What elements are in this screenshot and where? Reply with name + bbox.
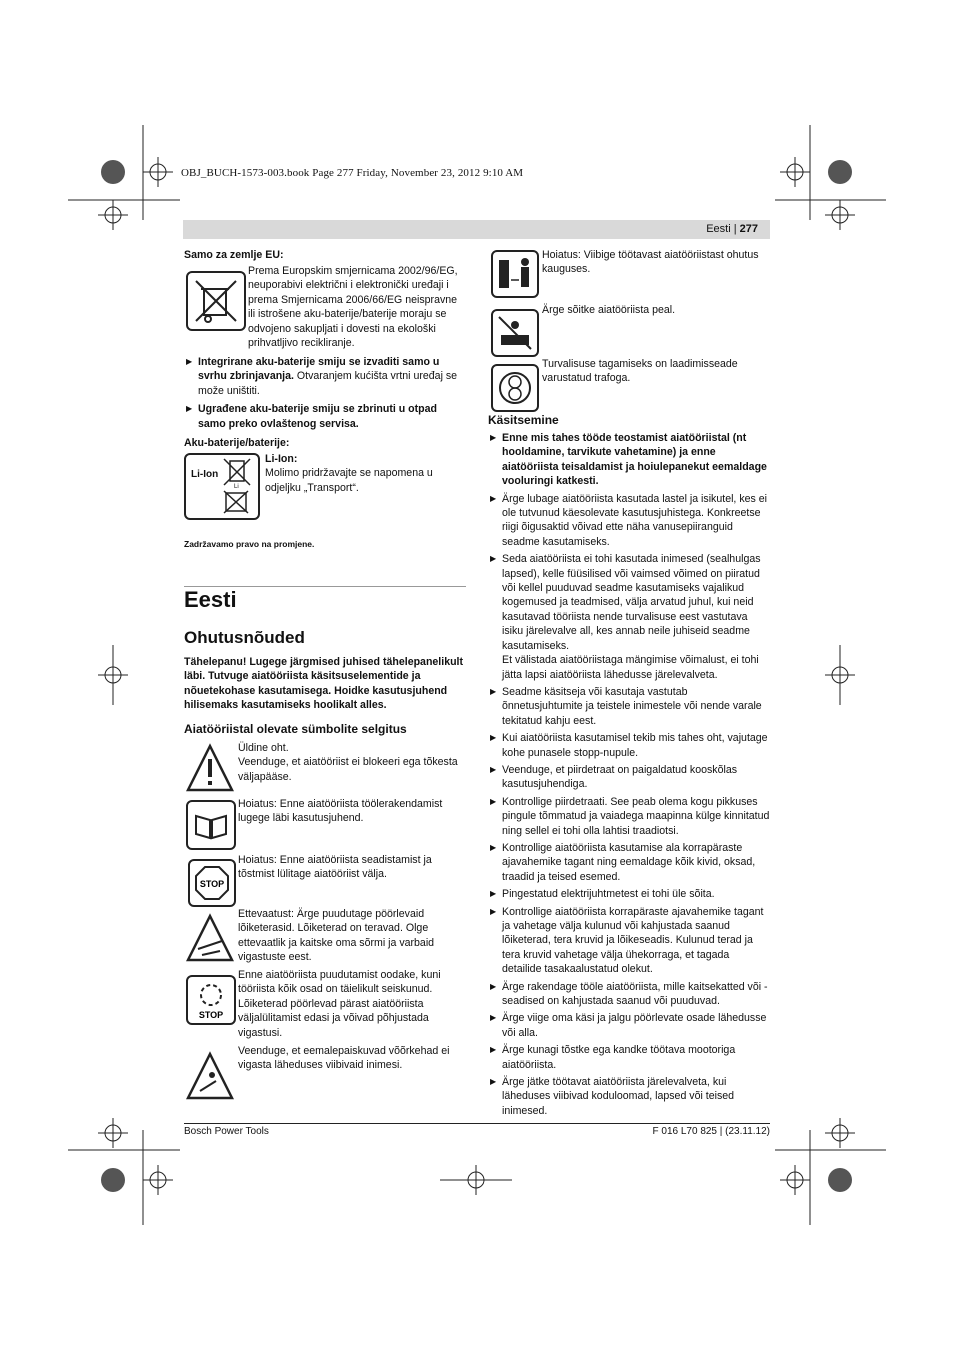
symbol-text: Ärge sõitke aiatööriista peal. bbox=[542, 304, 676, 316]
svg-text:STOP: STOP bbox=[199, 879, 225, 889]
eu-title: Samo za zemlje EU: bbox=[184, 249, 284, 261]
warning-triangle-icon bbox=[186, 743, 234, 793]
list-item: ▶ Seda aiatööriista ei tohi kasutada inimesed (sealhulgas lapsed), kelle füüsilised või vaimsed võimed on piiratud või kellel puuduvad seadme kasutamiseks vajalikud kogemused ja teadmised, välja arvatud juhul, kui neid kasutavad tööriista nende turvalisuse eest vastutava isiku järelevalve all, kes annab neile juhiseid seadme kasutamiseks. Et välistada aiatööriistaga mängimise võimalust, ei tohi jätta lapsi aiatööriista lähedusse järelevalveta. bbox=[488, 552, 770, 682]
liion-text: Molimo pridržavajte se napomena u odjeljku „Transport“. bbox=[265, 467, 433, 494]
symbols-heading: Aiatööriistal olevate sümbolite selgitus bbox=[184, 722, 407, 736]
no-riding-icon bbox=[491, 309, 539, 357]
list-item: ▶ Pingestatud elektrijuhtmetest ei tohi üle sõita. bbox=[488, 887, 770, 901]
thrown-objects-icon bbox=[186, 1051, 234, 1101]
blade-hand-icon bbox=[186, 913, 234, 963]
manual-book-icon bbox=[186, 800, 236, 850]
safety-transformer-icon bbox=[491, 364, 539, 412]
bystander-distance-icon bbox=[491, 250, 539, 298]
footer-code: F 016 L70 825 | (23.11.12) bbox=[652, 1126, 770, 1137]
symbol-text: Veenduge, et eemalepaiskuvad võõrkehad ei vigasta läheduses viibivaid inimesi. bbox=[238, 1045, 450, 1072]
footer-brand: Bosch Power Tools bbox=[184, 1126, 269, 1137]
crossed-bin-icon bbox=[186, 271, 246, 331]
list-item: ▶ Ärge rakendage tööle aiatööriista, mille kaitsekatted või -seadised on kahjustada saanud või puuduvad. bbox=[488, 980, 770, 1009]
left-bullets bbox=[184, 355, 466, 450]
language-heading: Eesti bbox=[184, 587, 237, 612]
list-item: ▶ Ärge lubage aiatööriista kasutada lastel ja isikutel, kes ei ole tutvunud käesolevate kasutusjuhistega. Konkreetse riigi õigusaktid võivad ette näha vanusepiiranguid seadme kasutamiseks. bbox=[488, 492, 770, 550]
list-item: ▶ Ärge kunagi tõstke ega kandke töötava mootoriga aiatööriista. bbox=[488, 1043, 770, 1072]
list-item: ▶ Ärge jätke töötavat aiatööriista järelevalveta, kui läheduses viibivad koduloomad, lapsed või teised inimesed. bbox=[488, 1075, 770, 1118]
handling-list bbox=[488, 431, 770, 1121]
list-item: ▶ Integrirane aku-baterije smiju se izvaditi samo u svrhu zbrinjavanja. Otvaranjem kućišta vrtni uređaj se može uništiti. bbox=[184, 355, 466, 398]
list-item: ▶ Ugrađene aku-baterije smiju se zbrinuti u otpad samo preko ovlaštenog servisa. bbox=[184, 402, 466, 431]
symbol-text: Hoiatus: Viibige töötavast aiatööriistast ohutus kauguses. bbox=[542, 249, 759, 276]
print-info: OBJ_BUCH-1573-003.book Page 277 Friday, November 23, 2012 9:10 AM bbox=[181, 167, 524, 179]
svg-text:STOP: STOP bbox=[198, 1010, 224, 1020]
header-language: Eesti bbox=[706, 223, 731, 235]
liion-label: Li-Ion: bbox=[265, 453, 298, 465]
left-column-top bbox=[184, 248, 466, 262]
page-number: 277 bbox=[739, 223, 758, 235]
safety-heading: Ohutusnõuded bbox=[184, 628, 305, 647]
list-item: ▶ Enne mis tahes tööde teostamist aiatööriistal (nt hooldamine, tarvikute vahetamine) ja enne aiatööriista teisaldamist ja hoiulepanekut eemaldage vooluringi katkesti. bbox=[488, 431, 770, 489]
list-item: ▶ Kontrollige aiatööriista korrapäraste ajavahemike tagant ja vahetage välja kulunud või kahjustada saanud lõiketerad, tera kruvid ja lõikeseadis. Kulunud terad ja tera kruvid vahetage välja ühekorraga, et tagada detailide tasakaalustatud olekut. bbox=[488, 905, 770, 977]
list-item: ▶ Ärge viige oma käsi ja jalgu pöörlevate osade lähedusse või alla. bbox=[488, 1011, 770, 1040]
list-item: ▶ Seadme käsitseja või kasutaja vastutab õnnetusjuhtumite ja teistele inimestele või nende varale tekitatud kahju eest. bbox=[488, 685, 770, 728]
symbol-text: Üldine oht. Veenduge, et aiatööriist ei blokeeri ega tõkesta väljapääse. bbox=[238, 742, 458, 783]
list-item: ▶ Veenduge, et piirdetraat on paigaldatud kooskõlas kasutusjuhendiga. bbox=[488, 763, 770, 792]
footer-divider bbox=[184, 1123, 770, 1124]
stop-switch-icon bbox=[188, 859, 236, 907]
symbol-text: Ettevaatust: Ärge puudutage pöörlevaid lõiketerasid. Lõiketerad on teravad. Olge ettevaatlik ja kaitske oma sõrmi ja varbaid vigastuste eest. bbox=[238, 908, 435, 964]
attention-text: Tähelepanu! Lugege järgmised juhised tähelepanelikult läbi. Tutvuge aiatööriista käsitsuselementide ja nõuetekohase kasutamisega. Hoidke kasutusjuhend hilisemaks kasutamiseks hoolikalt alles. bbox=[184, 656, 464, 712]
stop-wait-icon bbox=[186, 975, 236, 1025]
handling-heading: Käsitsemine bbox=[488, 413, 559, 427]
battery-title: Aku-baterije/baterije: bbox=[184, 437, 290, 450]
list-item: ▶ Kui aiatööriista kasutamisel tekib mis tahes oht, vajutage kohe punasele stopp-nupule. bbox=[488, 731, 770, 760]
list-item: ▶ Kontrollige aiatööriista kasutamise ala korrapäraste ajavahemike tagant ning eemaldage kõik kivid, oksad, traadid ja teised esemed. bbox=[488, 841, 770, 884]
page-header: Eesti | 277 bbox=[183, 220, 770, 239]
reserve-note: Zadržavamo pravo na promjene. bbox=[184, 539, 315, 549]
symbol-text: Enne aiatööriista puudutamist oodake, kuni tööriista kõik osad on täielikult seiskunud. Lõiketerad pöörlevad pärast aiatööriista väljalülitamist edasi ja võivad põhjustada vigastusi. bbox=[238, 969, 441, 1039]
li-ion-battery-icon: Li-Ion Li bbox=[184, 453, 260, 520]
symbol-text: Hoiatus: Enne aiatööriista seadistamist ja tõstmist lülitage aiatööriist välja. bbox=[238, 854, 432, 881]
list-item: ▶ Kontrollige piirdetraati. See peab olema kogu pikkuses pingule tõmmatud ja vaiadega maapinna külge kinnitatud ning sellel ei tohi olla lahtisi traadiotsi. bbox=[488, 795, 770, 838]
eu-text: Prema Europskim smjernicama 2002/96/EG, neuporabivi električni i elektronički uređaji i prema Smjernicama 2006/66/EG neispravne ili istrošene aku-baterije/baterije moraju se odvojeno sakupljati i dovesti na ekološki prihvatljivo recikliranje. bbox=[248, 265, 458, 350]
symbol-text: Hoiatus: Enne aiatööriista töölerakendamist lugege läbi kasutusjuhend. bbox=[238, 798, 443, 825]
symbol-text: Turvalisuse tagamiseks on laadimisseade varustatud trafoga. bbox=[542, 358, 738, 385]
